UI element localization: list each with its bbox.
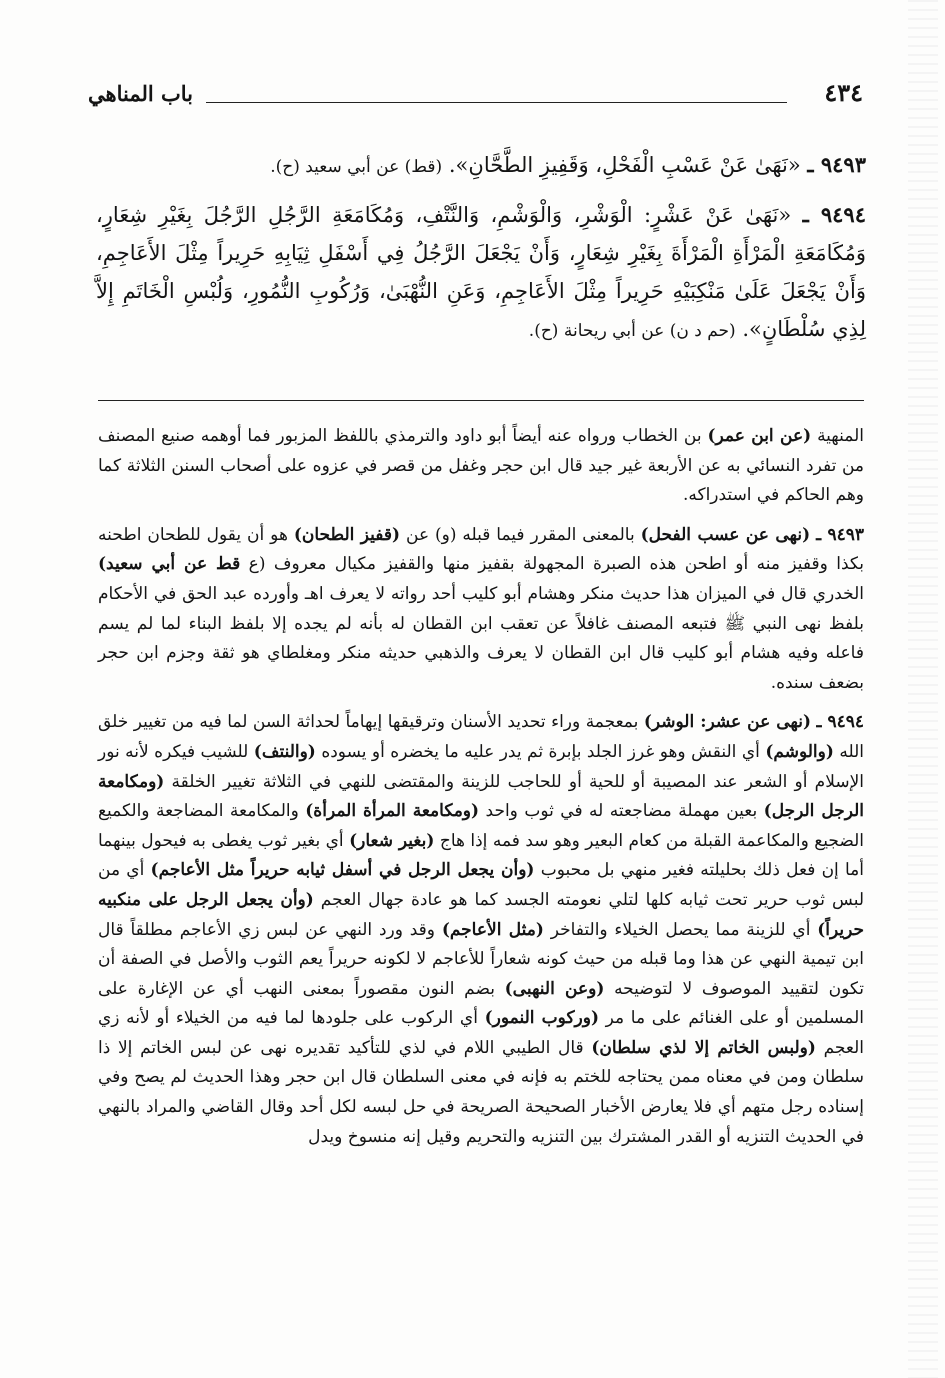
hadith-number: ٩٤٩٣ ـ — [807, 152, 866, 177]
commentary-text: أي من لبس ثوب حرير تحت ثيابه كلها لتلي نعومته الجسد كما هو عادة جهال العجم — [98, 860, 864, 910]
commentary-highlight: (ولبس الخاتم إلا لذي سلطان) — [591, 1037, 816, 1058]
commentary-highlight: (وأن يجعل الرجل على منكبيه حريراً) — [98, 889, 865, 940]
footnote-divider — [98, 400, 864, 401]
commentary-text: بن الخطاب ورواه عنه أيضاً أبو داود والترمذي باللفظ المزبور فما أوهمه صنيع المصنف من تفرد النسائي به عن الأربعة غير جيد قال ابن حجر وغفل من قصر في عزوه على أصحاب السنن الثلاثة كما وهم الحاكم في استدراكه. — [98, 426, 864, 506]
commentary-text: الخدري قال في الميزان هذا حديث منكر وهشام أبو كليب أحد رواته لا يعرف اهـ وأورده عبد الحق في الأحكام بلفظ نهى النبي ﷺ فتبعه المصنف غافلاً عن تعقب ابن القطان له بأنه لم يجده إلا بلفظ البناء لما لم يسم فاعله وفيه هشام أبو كليب قال ابن القطان لا يعرف والذهبي حديثه منكر ومغلطاي هو ثقة وجزم ابن حجر بضعف سنده. — [98, 583, 864, 693]
hadith-9493 — [96, 146, 866, 186]
hadith-body: «نَهَىٰ عَنْ عَسْبِ الْفَحْلِ، وَقَفِيزِ الطَّحَّانِ». — [448, 153, 801, 177]
page-number: ٤٣٤ — [824, 78, 863, 107]
commentary-text: أي بغير ثوب يغطى به فيحول بينهما أما إن فعل ذلك بحليلته فغير منهي بل محبوب — [98, 830, 865, 881]
commentary-text: أي النقش وهو غرز الجلد بإبرة ثم يدر عليه ما يخضره أو يسوده — [321, 741, 760, 762]
commentary-text: للشيب فيكره لأنه نور الإسلام أو الشعر عند المصيبة أو للحية أو للحاجب للزينة والمقتضى للنهي في الثلاثة تغيير الخلقة — [98, 741, 864, 792]
commentary-highlight: (والنتف) — [253, 741, 316, 762]
section-title: باب المناهي — [88, 81, 194, 106]
commentary-text: أي للزينة مما يحصل الخيلاء والتفاخر — [550, 919, 811, 940]
header-rule — [206, 102, 787, 103]
commentary-highlight: (ومكامعة المرأة المرأة) — [305, 801, 480, 822]
commentary — [98, 422, 864, 1162]
commentary-text: المنهية — [817, 426, 865, 446]
commentary-number: ٩٤٩٤ ـ — [816, 712, 865, 733]
page-edge-shadow — [908, 0, 938, 1378]
commentary-highlight: (مثل الأعاجم) — [441, 919, 544, 940]
commentary-highlight: (وركوب النمور) — [484, 1008, 600, 1029]
commentary-highlight: (عن ابن عمر) — [707, 426, 812, 446]
hadith-9494 — [96, 196, 866, 350]
commentary-highlight: (والوشم) — [765, 741, 834, 762]
commentary-text: بعين مهملة مضاجعته له في ثوب واحد — [485, 801, 758, 822]
hadith-body: «نَهَىٰ عَنْ عَشْرٍ: الْوَشْرِ، وَالْوَشْمِ، وَالنَّتْفِ، وَمُكَامَعَةِ الرَّجُلِ الرَّجُلَ بِغَيْرِ شِعَارٍ، وَمُكَامَعَةِ الْمَرْأَةِ الْمَرْأَةَ بِغَيْرِ شِعَارٍ، وَأَنْ يَجْعَلَ الرَّجُلُ فِي أَسْفَلِ ثِيَابِهِ حَرِيراً مِثْلَ الأَعَاجِمِ، وَأَنْ يَجْعَلَ عَلَىٰ مَنْكِبَيْهِ حَرِيراً مِثْلَ الأَعَاجِمِ، وَعَنِ النُّهْبَىٰ، وَرُكُوبِ النُّمُورِ، وَلُبْسِ الْخَاتَمِ إِلاَّ لِذِي سُلْطَانٍ». — [96, 203, 866, 341]
commentary-highlight: (بغير شعار) — [349, 830, 435, 851]
commentary-highlight: (وأن يجعل الرجل في أسفل ثيابه حريراً مثل الأعاجم) — [150, 860, 535, 881]
commentary-highlight: (قفيز الطحان) — [293, 524, 401, 545]
hadith-text — [96, 146, 866, 360]
hadith-source: (حم د ن) عن أبي ريحانة (ح). — [528, 321, 736, 341]
commentary-text: بالمعنى المقرر فيما قبله (و) عن — [406, 524, 635, 545]
commentary-text: هو أن يقول للطحان اطحنه بكذا وقفيز منه أو اطحن هذه الصبرة المجهولة بقفيز منها والقفيز مكيال معروف (ع — [98, 524, 864, 575]
commentary-text: بضم النون مقصوراً بمعنى النهب أي عن الإغارة على المسلمين أو على الغنائم على ما مر — [98, 978, 865, 1029]
commentary-para-1 — [98, 422, 864, 511]
commentary-highlight: قط عن أبي سعيد) — [98, 554, 241, 575]
commentary-number: ٩٤٩٣ ـ — [816, 524, 865, 545]
hadith-number: ٩٤٩٤ ـ — [802, 202, 866, 227]
commentary-text: أي الركوب على جلودها لما فيه من الخيلاء أو لأنه زي العجم — [98, 1008, 865, 1058]
commentary-highlight: (نهى عن عشر: الوشر) — [643, 712, 812, 733]
page-header — [88, 78, 863, 112]
hadith-source: (قط) عن أبي سعيد (ح). — [270, 157, 443, 177]
commentary-text: والمكامعة المضاجعة والكميع الضجيع والمكاعمة القبلة من كعام البعير وهو سد فمه إذا هاج — [98, 801, 865, 851]
commentary-para-9494 — [98, 708, 864, 1152]
commentary-highlight: (ومكامعة الرجل الرجل) — [98, 771, 864, 822]
commentary-text: بمعجمة وراء تحديد الأسنان وترقيقها إيهاماً لحداثة السن لما فيه من تغيير خلق الله — [98, 712, 864, 762]
commentary-text: قال الطيبي اللام في لذي للتأكيد تقديره نهى عن لبس الخاتم إلا ذا سلطان ومن في معناه ممن يحتاجه للختم به فإنه في معنى السلطان قال ابن حجر وهذا الحديث لم يصح وفي إسناده رجل متهم أي فلا يعارض الأخبار الصحيحة الصريحة في حل لبسه لكل أحد وقال القاضي والمراد بالنهي في الحديث التنزيه أو القدر المشترك بين التنزيه والتحريم وقيل إنه منسوخ ويدل — [98, 1037, 864, 1147]
commentary-highlight: (وعن النهبى) — [504, 978, 605, 999]
commentary-highlight: (نهى عن عسب الفحل) — [640, 524, 811, 545]
commentary-para-9493 — [98, 521, 864, 699]
commentary-text: وقد ورد النهي عن لبس زي الأعاجم مطلقاً قال ابن تيمية النهي عن هذا وما قبله من حيث كونه شعاراً للأعاجم لا لكونه حريراً يعم الثوب والأصل في الصفة أن تكون لتقييد الموصوف لا لتوضيحه — [98, 919, 865, 999]
